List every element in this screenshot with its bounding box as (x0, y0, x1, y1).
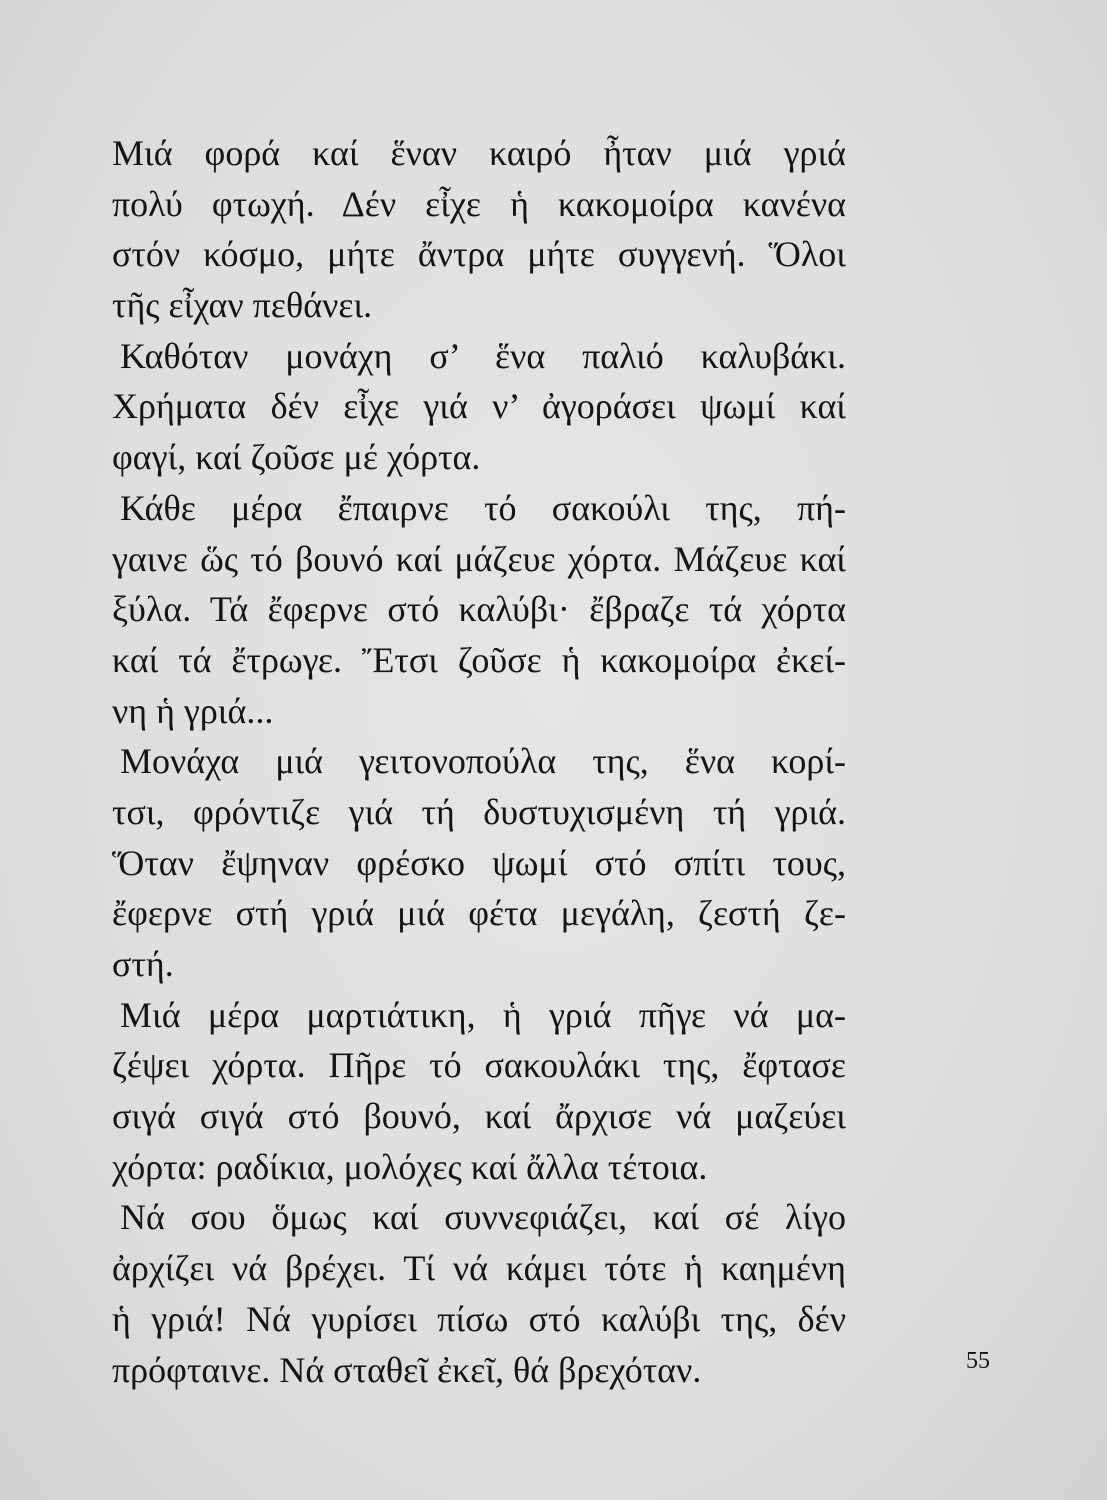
text-line: ἀρχίζει νά βρέχει. Τί νά κάμει τότε ἡ καημένη (112, 1248, 846, 1289)
text-line: Μιά μέρα μαρτιάτικη, ἡ γριά πῆγε νά μα- (120, 994, 846, 1035)
text-line: χόρτα: ραδίκια, μολόχες καί ἄλλα τέτοια. (112, 1146, 708, 1187)
text-line: Μιά φορά καί ἕναν καιρό ἦταν μιά γριά (112, 133, 846, 173)
text-line: πρόφταινε. Νά σταθεῖ ἐκεῖ, θά βρεχόταν. (112, 1349, 702, 1390)
text-line: τῆς εἶχαν πεθάνει. (112, 285, 373, 326)
text-line: στή. (112, 944, 174, 984)
text-line: Μονάχα μιά γειτονοπούλα της, ἕνα κορί- (120, 741, 846, 782)
text-line: Νά σου ὅμως καί συννεφιάζει, καί σέ λίγο (120, 1197, 846, 1238)
story-text (112, 128, 846, 1395)
text-line: καί τά ἔτρωγε. Ἔτσι ζοῦσε ἡ κακομοίρα ἐκεί- (112, 639, 846, 680)
text-line: Κάθε μέρα ἔπαιρνε τό σακούλι της, πή- (120, 487, 846, 528)
text-line: νη ἡ γριά... (112, 690, 274, 731)
text-line: πολύ φτωχή. Δέν εἶχε ἡ κακομοίρα κανένα (112, 183, 846, 224)
text-line: στόν κόσμο, μήτε ἄντρα μήτε συγγενή. Ὅλοι (112, 234, 846, 275)
text-line: ἡ γριά! Νά γυρίσει πίσω στό καλύβι της, δέν (112, 1298, 846, 1339)
page-number: 55 (966, 1348, 990, 1374)
text-line: τσι, φρόντιζε γιά τή δυστυχισμένη τή γριά. (112, 791, 846, 832)
text-line: Χρήματα δέν εἶχε γιά ν’ ἀγοράσει ψωμί καί (112, 386, 846, 427)
text-line: φαγί, καί ζοῦσε μέ χόρτα. (112, 437, 481, 478)
text-line: γαινε ὥς τό βουνό καί μάζευε χόρτα. Μάζευε καί (112, 538, 846, 579)
text-line: ξύλα. Τά ἔφερνε στό καλύβι· ἔβραζε τά χόρτα (112, 589, 846, 630)
text-line: ζέψει χόρτα. Πῆρε τό σακουλάκι της, ἔφτασε (112, 1045, 846, 1086)
text-line: Καθόταν μονάχη σ’ ἕνα παλιό καλυβάκι. (120, 335, 846, 376)
text-line: Ὅταν ἔψηναν φρέσκο ψωμί στό σπίτι τους, (112, 842, 846, 883)
text-line: σιγά σιγά στό βουνό, καί ἄρχισε νά μαζεύει (112, 1096, 846, 1137)
text-line: ἔφερνε στή γριά μιά φέτα μεγάλη, ζεστή ζε- (112, 893, 846, 934)
